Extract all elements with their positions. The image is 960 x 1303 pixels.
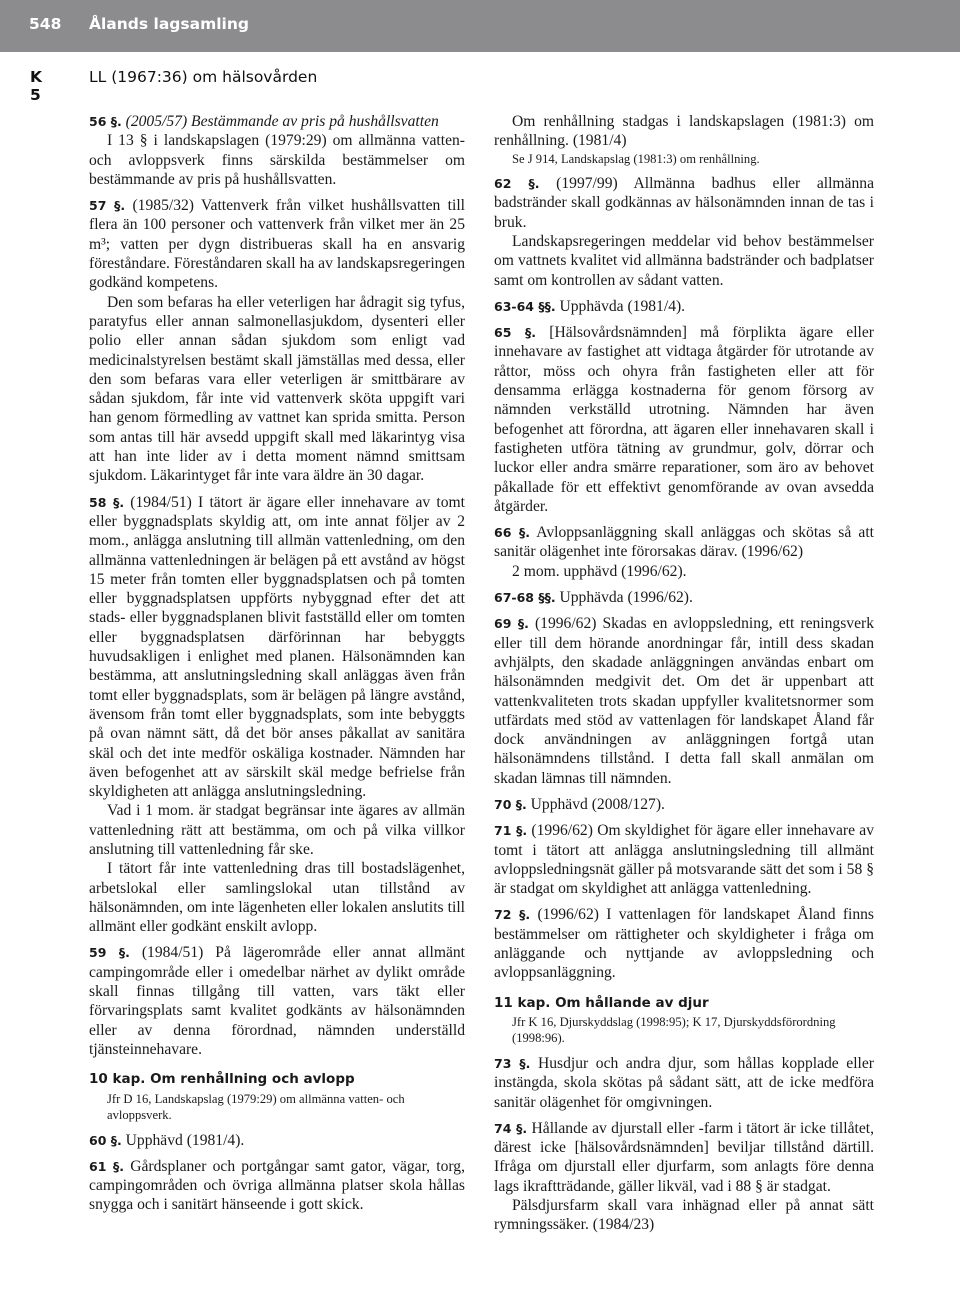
section-61 bbox=[89, 1157, 465, 1215]
section-text: (1985/32) Vattenverk från vilket hushållsvatten till flera än 100 personer och vattenverk från vilket mer än 25 m³; vatten per dygn distribueras skall ha en ansvarig föreståndare. Föreståndaren skall ha av landskapsregeringen godkänd kompetens. bbox=[89, 197, 465, 292]
section-text: Upphävda (1996/62). bbox=[555, 589, 693, 607]
chapter-code: K 5 bbox=[30, 68, 43, 104]
paragraph: I tätort får inte vattenledning dras till bostadslägenhet, arbetslokal eller samlingslokal utan tillstånd av hälsonämnden, om inte lägenheten eller lokalen anslutits till allmänt eller godkänt enskilt avlopp. bbox=[89, 860, 465, 936]
section-65 bbox=[494, 323, 874, 516]
left-column bbox=[89, 112, 465, 1215]
section-58 bbox=[89, 493, 465, 802]
section-69 bbox=[494, 614, 874, 788]
section-number: 73 §. bbox=[494, 1055, 531, 1071]
cross-reference-note: Jfr D 16, Landskapslag (1979:29) om allmänna vatten- och avloppsverk. bbox=[107, 1091, 405, 1123]
section-text: Avloppsanläggning skall anläggas och skötas så att sanitär olägenhet inte förorsakas därav. (1996/62) bbox=[494, 524, 874, 561]
paragraph: Pälsdjursfarm skall vara inhägnad eller på annat sätt rymningssäker. (1984/23) bbox=[494, 1197, 874, 1234]
section-number: 62 §. bbox=[494, 176, 540, 192]
section-number: 74 §. bbox=[494, 1120, 528, 1136]
section-70 bbox=[494, 795, 874, 814]
section-number: 67-68 §§. bbox=[494, 590, 556, 606]
section-60 bbox=[89, 1131, 465, 1150]
section-text: [Hälsovårdsnämnden] må förplikta ägare eller innehavare av fastighet att vidtaga åtgärder för utrotande av råttor, möss och ohyra från fastigheten eller att för densamma erlägga kostnaderna för genom försorg av nämnden verkställd utrotning. Nämnden har även befogenhet att förordna, att ägaren eller innehavaren skall i fastigheten utföra tätning av grundmur, golv, dörrar och luckor eller andra smärre reparationer, som äro av behovet påkallade för ett effektivt genomförande av ovan avsedda åtgärder. bbox=[494, 324, 874, 515]
section-text: (2005/57) Bestämmande av pris på hushållsvatten bbox=[121, 113, 439, 130]
section-text: (1984/51) I tätort är ägare eller innehavare av tomt eller byggnadsplats skyldig att, om inte annat följer av 2 mom., anlägga anslutning till allmän vattenledning, om den allmänna vattenledningen är belägen på ett avstånd av högst 15 meter från tomten eller byggnadsplatsen och på tomten eller byggnadsplatsen uppförts nybyggnad efter det att stads- eller byggnadsplanen blivit fastställd eller om tomten eller byggnadsplatsen därförinnan har bebyggts huvudsakligen i enlighet med planen. Hälsonämnden kan bestämma, att anslutningsledning skall anläggas även från tomt eller byggnadsplats, som är belägen på längre avstånd, ävensom från tomt eller byggnadsplats, som inte bebyggts på ovan nämnt sätt, då det bör anses påkallat av sanitära skäl och det inte medför oskäliga kostnader. Nämnden har även befogenhet att av särskilt skäl medge befrielse från skyldigheten att anlägga anslutningsledning. bbox=[89, 493, 465, 801]
page-number: 548 bbox=[29, 15, 62, 33]
paragraph: Den som befaras ha eller veterligen har ådragit sig tyfus, paratyfus eller annan salmonellasjukdom, dysenteri eller polio eller annan sådan sjukdom som enligt vad medicinalstyrelsen bestämt skall jämställas med dessa, eller den som befaras vara eller veterligen är smittbärare av sådan sjukdom, får inte vid vattenverk sköta uppgift vari han genom förmedling av vattnet kan sprida smitta. Person som antas till här avsedd uppgift skall med läkarintyg visa att han inte lider av i detta moment nämnd smittsam sjukdom. Läkarintyget får inte vara äldre än 30 dagar. bbox=[89, 293, 465, 485]
section-text: Hållande av djurstall eller -farm i tätort är icke tillåtet, därest icke [hälsovårdsnämnden] beviljar tillstånd därtill. Ifråga om djurstall eller djurfarm, som anlagts före denna lags ikraftträdande, gäller likväl, vad i 88 § är stadgat. bbox=[494, 1119, 875, 1195]
section-number: 70 §. bbox=[494, 797, 527, 812]
chapter-heading: 10 kap. Om renhållning och avlopp bbox=[89, 1071, 355, 1088]
chapter-heading: 11 kap. Om hållande av djur bbox=[494, 994, 709, 1011]
section-number: 69 §. bbox=[494, 616, 529, 632]
section-text: Upphävda (1981/4). bbox=[555, 297, 686, 315]
section-number: 60 §. bbox=[89, 1132, 122, 1148]
section-number: 61 §. bbox=[89, 1158, 125, 1174]
section-67-68 bbox=[494, 588, 874, 607]
section-72 bbox=[494, 905, 874, 982]
right-column bbox=[494, 112, 874, 1235]
section-number: 63-64 §§. bbox=[494, 298, 556, 314]
law-title: LL (1967:36) om hälsovården bbox=[89, 68, 318, 86]
cross-reference-note: Se J 914, Landskapslag (1981:3) om renhållning. bbox=[512, 151, 760, 166]
section-59 bbox=[89, 943, 465, 1059]
section-text: Upphävd (1981/4). bbox=[121, 1131, 245, 1149]
section-66 bbox=[494, 523, 874, 562]
section-text: (1984/51) På lägerområde eller annat allmänt campingområde eller i omedelbar närhet av dylikt område skall finnas tillgång till vatten, vars täkt eller förvaringsplats samt kvalitet godkänts av hälsonämnden eller av denna förordnad, nämnden underställd tjänsteinnehavare. bbox=[89, 944, 465, 1058]
section-number: 65 §. bbox=[494, 325, 537, 341]
section-71 bbox=[494, 821, 874, 898]
section-text: (1996/62) Om skyldighet för ägare eller innehavare av tomt i tätort att anlägga anslutningsledning till allmänt avloppsledningsnät gäller på motsvarande sätt det som i 58 § är stadgat om skyldighet att anlägga vattenledning. bbox=[494, 822, 874, 898]
section-number: 57 §. bbox=[89, 198, 126, 214]
section-56-heading bbox=[89, 112, 465, 131]
section-number: 71 §. bbox=[494, 823, 528, 839]
cross-reference-note: Jfr K 16, Djurskyddslag (1998:95); K 17, Djurskyddsförordning (1998:96). bbox=[512, 1014, 836, 1046]
paragraph: Landskapsregeringen meddelar vid behov bestämmelser om vattnets kvalitet vid allmänna badstränder och badplatser samt om kontrollen av sådant vatten. bbox=[494, 232, 874, 289]
paragraph: I 13 § i landskapslagen (1979:29) om allmänna vatten- och avloppsverk finns särskilda bestämmelser om bestämmande av pris på hushållsvatten. bbox=[89, 132, 465, 188]
paragraph: 2 mom. upphävd (1996/62). bbox=[512, 562, 687, 580]
section-text: Upphävd (2008/127). bbox=[526, 796, 665, 813]
section-number: 66 §. bbox=[494, 525, 530, 541]
section-number: 72 §. bbox=[494, 907, 531, 923]
section-text: Gårdsplaner och portgångar samt gator, vägar, torg, campingområden och övriga allmänna platser skola hållas snygga och i sanitärt hänseende i gott skick. bbox=[89, 1157, 465, 1214]
section-73 bbox=[494, 1054, 874, 1112]
section-number: 56 §. bbox=[89, 114, 122, 129]
paragraph: Vad i 1 mom. är stadgat begränsar inte ägares av allmän vattenledning rätt att bestämma, om och på vilka villkor anslutning till vattenledning får ske. bbox=[89, 802, 465, 858]
section-62 bbox=[494, 174, 874, 232]
section-text: (1996/62) Skadas en avloppsledning, ett reningsverk eller till dem hörande anordningar får, intill dess skadan avhjälpts, den skadade anläggningen användas enbart om hälsonämnden medgivit det. Om det är uppenbart att vattenkvaliteten trots skadan uppfyller kvalitetsnormer som utfärdats med stöd av vattenlagen för landskapet Åland får dock användningen av anläggningen fortgå utan hälsonämndens tillstånd. I detta fall skall anmälan om skadan lämnas till nämnden. bbox=[494, 615, 874, 787]
section-text: Husdjur och andra djur, som hållas kopplade eller instängda, skola skötas på sådant sätt, att de icke medföra sanitär olägenhet för omgivningen. bbox=[494, 1054, 874, 1111]
section-57 bbox=[89, 196, 465, 292]
section-63-64 bbox=[494, 297, 874, 316]
book-title: Ålands lagsamling bbox=[89, 15, 249, 33]
paragraph: Om renhållning stadgas i landskapslagen (1981:3) om renhållning. (1981/4) bbox=[494, 113, 874, 150]
section-74 bbox=[494, 1119, 874, 1196]
running-header-bar bbox=[0, 0, 960, 52]
section-number: 59 §. bbox=[89, 945, 130, 961]
section-text: (1996/62) I vattenlagen för landskapet Åland finns bestämmelser om rättigheter och skyldigheter i fråga om anläggande och nyttjande av avloppsledning och avloppsanläggning. bbox=[494, 906, 875, 982]
section-number: 58 §. bbox=[89, 494, 125, 510]
section-text: (1997/99) Allmänna badhus eller allmänna badstränder skall godkännas av hälsonämnden innan de tas i bruk. bbox=[494, 175, 874, 231]
